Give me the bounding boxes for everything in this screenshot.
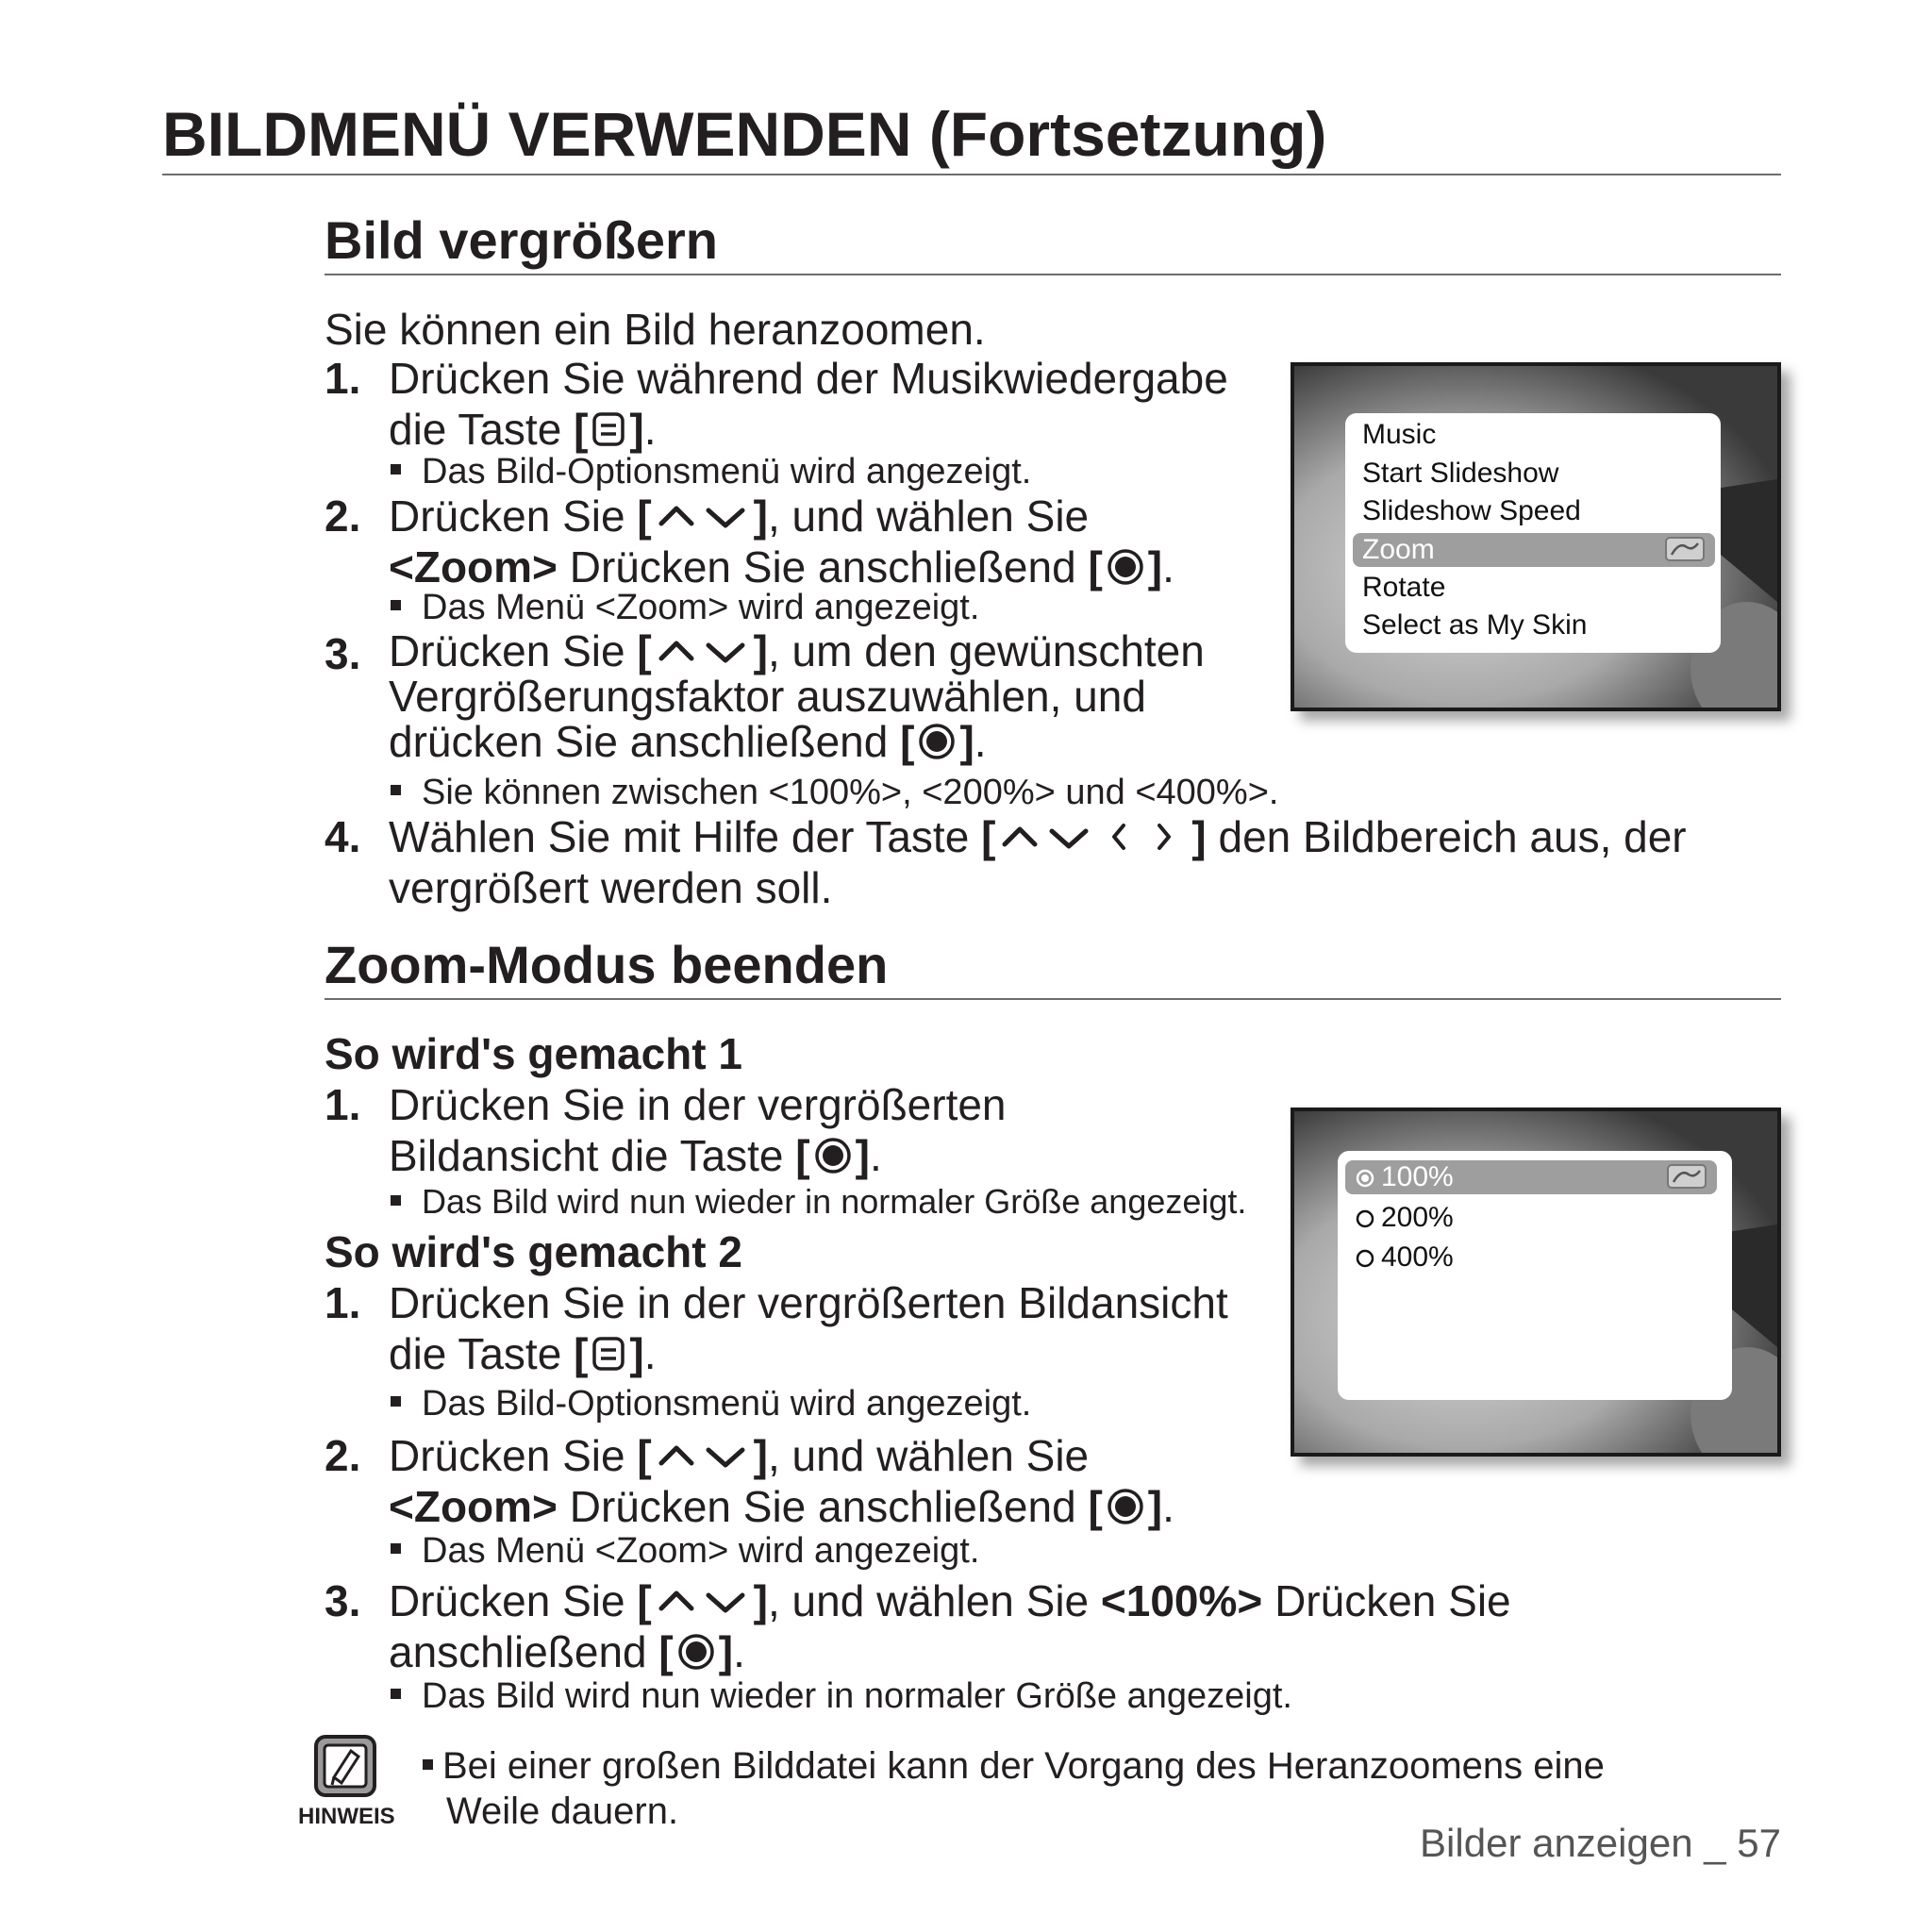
zoom-step-3-bullet: Sie können zwischen <100%>, <200%> und <400%>. (391, 772, 1278, 813)
select-indicator-icon (1664, 536, 1706, 562)
step-number: 3. (325, 1576, 361, 1625)
zoom-option-400[interactable]: 400% (1355, 1241, 1454, 1274)
ok-key: [ ] (1088, 542, 1163, 591)
step-number: 3. (325, 629, 361, 678)
step-text: Drücken Sie [ ], und wählen Sie <Zoom> Drücken Sie anschließend [ ]. (389, 491, 1174, 591)
zoom-option-100[interactable]: 100% (1345, 1160, 1717, 1194)
note-text: Bei einer großen Bilddatei kann der Vorgang des Heranzoomens eine Weile dauern. (423, 1743, 1605, 1834)
section-heading-zoom: Bild vergrößern (325, 210, 718, 270)
step-number: 2. (325, 1431, 361, 1480)
menu-key-icon (591, 410, 625, 448)
menu-item-slideshow-speed[interactable]: Slideshow Speed (1362, 495, 1581, 526)
up-down-keys-icon (656, 497, 750, 535)
ok-key: [ ] (658, 1627, 734, 1676)
up-down-keys-icon (656, 1437, 750, 1474)
up-down-keys-icon (656, 1582, 750, 1620)
ok-key-icon (1107, 1488, 1144, 1525)
up-down-key: [ ] (637, 626, 768, 675)
zoom-menu-panel (1338, 1151, 1732, 1400)
device-screen-zoom-menu (1291, 1108, 1781, 1457)
select-indicator-icon (1666, 1163, 1707, 1190)
step-number: 2. (325, 491, 361, 541)
ok-key-icon (1107, 548, 1144, 586)
step-text: Wählen Sie mit Hilfe der Taste [ ] den Bildbereich aus, der vergrößert werden soll. (389, 812, 1687, 912)
section-rule-zoom (325, 274, 1781, 275)
title-rule (162, 174, 1781, 175)
up-down-key: [ ] (637, 1431, 768, 1480)
menu-key: [ ] (574, 1329, 644, 1378)
page-title: BILDMENÜ VERWENDEN (Fortsetzung) (162, 99, 1327, 169)
step-text: Drücken Sie [ ], und wählen Sie <Zoom> Drücken Sie anschließend [ ]. (389, 1431, 1174, 1531)
section-rule-exit (325, 998, 1781, 1000)
ok-key-icon (814, 1137, 852, 1174)
exit-method2-step-3-bullet: Das Bild wird nun wieder in normaler Größe angezeigt. (391, 1675, 1292, 1717)
section-heading-exit-zoom: Zoom-Modus beenden (325, 935, 889, 994)
step-text: Drücken Sie während der Musikwiedergabe die Taste [ ]. (389, 354, 1228, 454)
menu-item-select-as-my-skin[interactable]: Select as My Skin (1362, 609, 1588, 641)
device-screen-options-menu (1291, 362, 1781, 711)
step-text: Drücken Sie in der vergrößerten Bildansicht die Taste [ ]. (389, 1080, 1007, 1180)
radio-selected-icon (1355, 1168, 1375, 1189)
intro-text: Sie können ein Bild heranzoomen. (325, 305, 986, 354)
radio-unselected-icon (1355, 1208, 1375, 1229)
zoom-option-200[interactable]: 200% (1355, 1202, 1454, 1234)
note-label: HINWEIS (298, 1804, 395, 1829)
method-2-title: So wird's gemacht 2 (325, 1227, 742, 1276)
up-down-key: [ ] (637, 491, 768, 541)
step-number: 1. (325, 1278, 361, 1327)
menu-item-start-slideshow[interactable]: Start Slideshow (1362, 458, 1559, 489)
options-menu-panel (1345, 413, 1721, 653)
menu-key: [ ] (574, 405, 644, 454)
up-down-keys-icon (656, 632, 750, 670)
zoom-step-1-bullet: Das Bild-Optionsmenü wird angezeigt. (391, 451, 1031, 492)
step-number: 1. (325, 1080, 361, 1129)
ok-key-icon (918, 723, 956, 760)
ok-key: [ ] (900, 717, 974, 766)
ok-key: [ ] (1088, 1482, 1163, 1531)
menu-item-rotate[interactable]: Rotate (1362, 572, 1446, 603)
step-text: Drücken Sie [ ], und wählen Sie <100%> Drücken Sie anschließend [ ]. (389, 1576, 1511, 1676)
step-number: 1. (325, 354, 361, 403)
menu-item-music[interactable]: Music (1362, 419, 1437, 450)
step-text: Drücken Sie [ ], um den gewünschten Vergrößerungsfaktor auszuwählen, und drücken Sie anschließend [ ]. (389, 626, 1205, 766)
menu-item-zoom[interactable]: Zoom (1353, 533, 1715, 567)
navigation-keys: [ ] (981, 812, 1207, 861)
ok-key-icon (677, 1633, 715, 1671)
method-1-title: So wird's gemacht 1 (325, 1029, 742, 1078)
radio-unselected-icon (1355, 1248, 1375, 1269)
step-number: 4. (325, 812, 361, 861)
step-text: Drücken Sie in der vergrößerten Bildansicht die Taste [ ]. (389, 1278, 1228, 1378)
note-pencil-icon (313, 1734, 377, 1798)
up-down-key: [ ] (637, 1576, 768, 1625)
exit-method2-step-2-bullet: Das Menü <Zoom> wird angezeigt. (391, 1530, 979, 1572)
exit-method1-bullet: Das Bild wird nun wieder in normaler Größe angezeigt. (391, 1181, 1246, 1223)
exit-method2-step-1-bullet: Das Bild-Optionsmenü wird angezeigt. (391, 1383, 1031, 1424)
page-footer: Bilder anzeigen _ 57 (1420, 1821, 1781, 1865)
menu-key-icon (591, 1335, 625, 1373)
ok-key: [ ] (795, 1131, 870, 1180)
zoom-step-2-bullet: Das Menü <Zoom> wird angezeigt. (391, 587, 979, 628)
four-way-keys-icon (999, 818, 1188, 856)
